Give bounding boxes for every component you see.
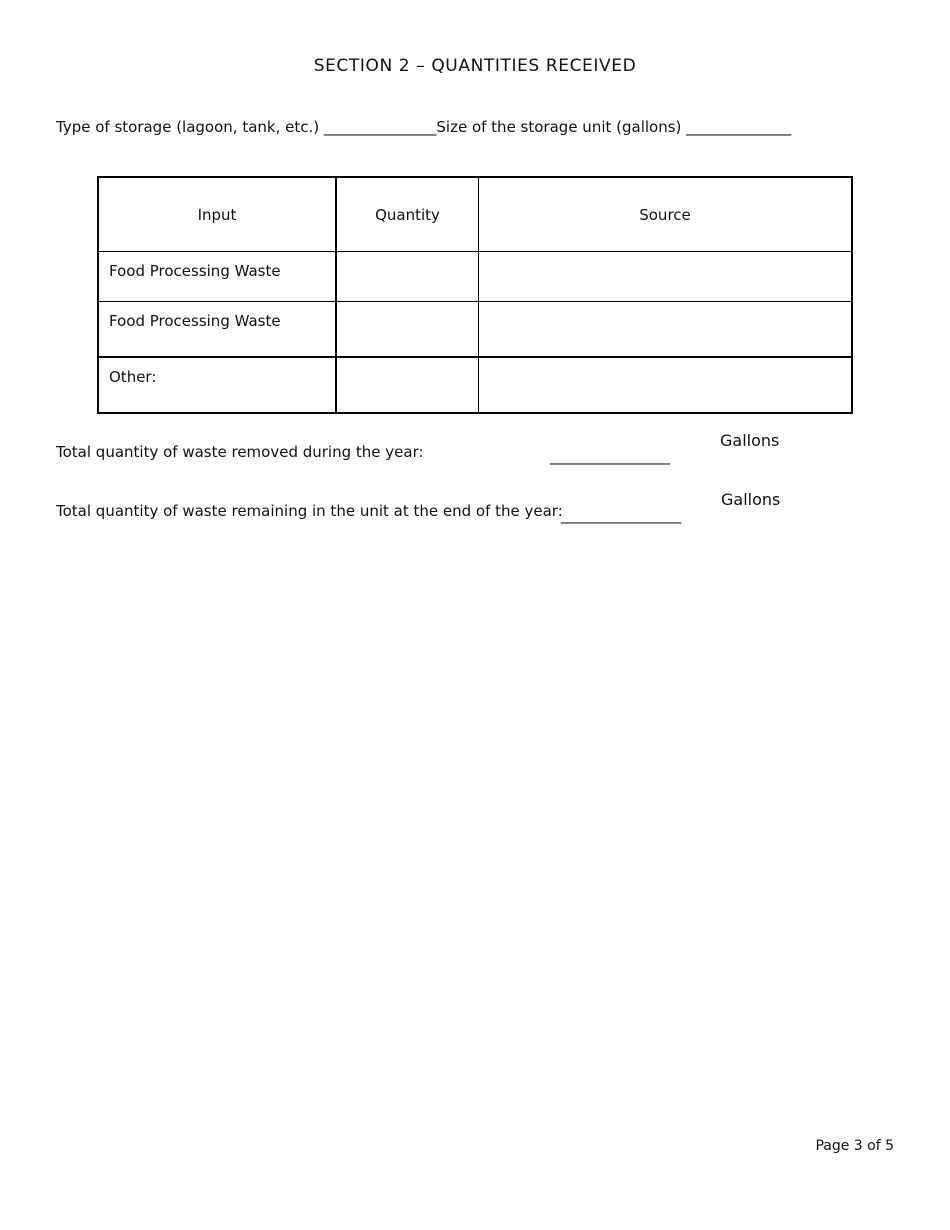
input-label: Other: (109, 367, 157, 386)
inputs-table (97, 176, 853, 414)
table-row (98, 252, 852, 302)
cell-source[interactable] (479, 302, 853, 357)
section-title: SECTION 2 – QUANTITIES RECEIVED (313, 56, 637, 76)
removed-label: Total quantity of waste removed during the year: (56, 443, 424, 461)
header-input: Input (98, 177, 336, 252)
cell-source[interactable] (479, 252, 853, 302)
cell-input (98, 302, 336, 357)
storage-type-field[interactable]: Type of storage (lagoon, tank, etc.) _______________ (56, 118, 437, 136)
cell-quantity[interactable] (336, 252, 479, 302)
cell-quantity[interactable] (336, 302, 479, 357)
remaining-label: Total quantity of waste remaining in the unit at the end of the year: (56, 502, 563, 520)
cell-source[interactable] (479, 357, 853, 413)
storage-size-field[interactable]: Size of the storage unit (gallons) ______________ (436, 118, 792, 136)
table-header-row (98, 177, 852, 252)
removed-unit: Gallons (720, 431, 780, 450)
table-row (98, 302, 852, 357)
storage-line (56, 118, 791, 136)
header-source: Source (479, 177, 853, 252)
header-quantity: Quantity (336, 177, 479, 252)
cell-quantity[interactable] (336, 357, 479, 413)
remaining-field[interactable]: ________________ (561, 506, 681, 524)
remaining-unit: Gallons (721, 490, 781, 509)
cell-input (98, 357, 336, 413)
removed-field[interactable]: ________________ (550, 447, 670, 465)
page-number: Page 3 of 5 (815, 1138, 894, 1154)
input-label: Food Processing Waste (109, 312, 281, 330)
table-row (98, 357, 852, 413)
cell-input (98, 252, 336, 302)
input-label: Food Processing Waste (109, 262, 281, 280)
